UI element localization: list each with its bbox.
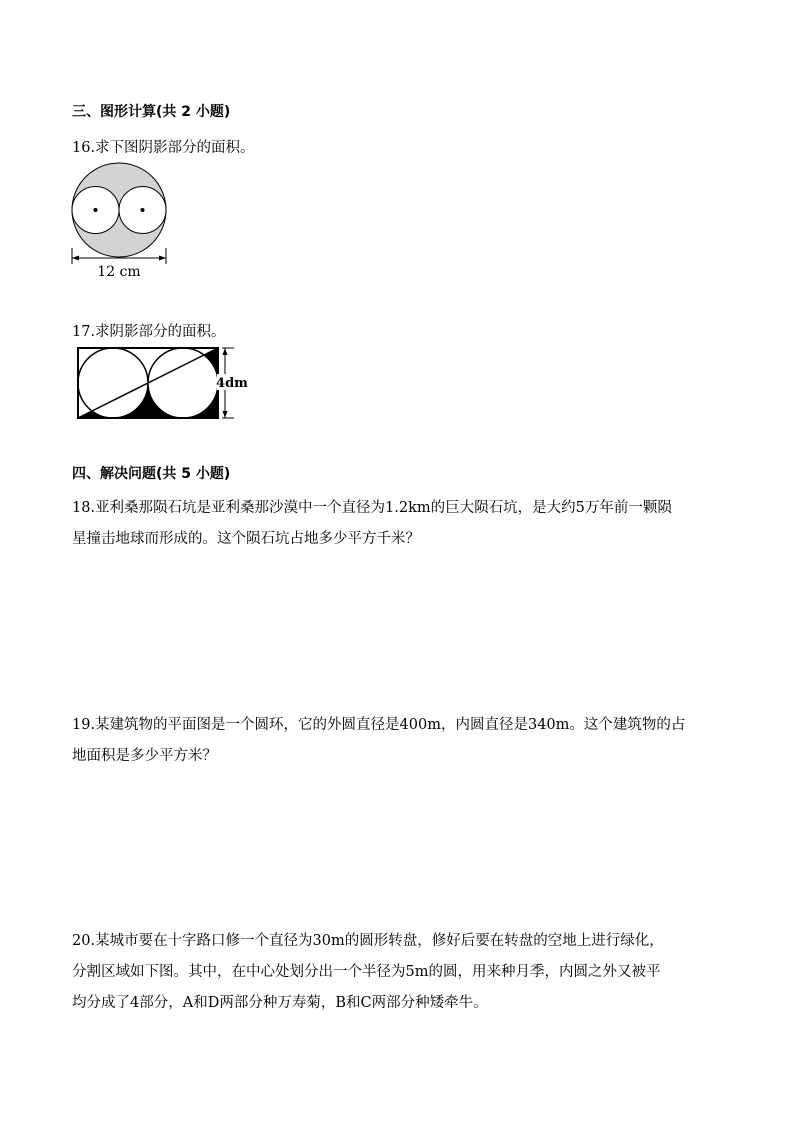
dim-label: 4dm: [216, 376, 248, 391]
question-20-line-1: 20.某城市要在十字路口修一个直径为30m的圆形转盘，修好后要在转盘的空地上进行绿化，: [72, 933, 664, 949]
question-18: [72, 493, 672, 555]
dimension-label: 12 cm: [97, 264, 141, 280]
dimension-arrow-left: [72, 256, 79, 261]
question-20: [72, 926, 664, 1019]
question-18-line-1: 18.亚利桑那陨石坑是亚利桑那沙漠中一个直径为1.2km的巨大陨石坑，是大约5万年前一颗陨: [72, 500, 672, 516]
section-3-heading: 三、图形计算(共 2 小题): [72, 104, 231, 120]
question-19-line-2: 地面积是多少平方米？: [72, 748, 217, 764]
question-19-line-1: 19.某建筑物的平面图是一个圆环，它的外圆直径是400m，内圆直径是340m。这个建筑物的占: [72, 717, 686, 733]
question-17-figure: [74, 344, 254, 422]
question-17-text: 17.求阴影部分的面积。: [72, 324, 226, 340]
question-20-line-2: 分割区域如下图。其中，在中心处划分出一个半径为5m的圆，用来种月季，内圆之外又被平: [72, 964, 661, 980]
question-18-line-2: 星撞击地球而形成的。这个陨石坑占地多少平方千米？: [72, 531, 420, 547]
question-16-figure: [68, 160, 172, 284]
center-dot-left: [94, 208, 98, 212]
question-19: [72, 710, 685, 772]
center-dot-right: [141, 208, 145, 212]
section-4-heading: 四、解决问题(共 5 小题): [72, 466, 231, 482]
dimension-arrow-right: [159, 256, 166, 261]
question-20-line-3: 均分成了4部分，A和D两部分种万寿菊，B和C两部分种矮牵牛。: [72, 995, 488, 1011]
question-16-text: 16.求下图阴影部分的面积。: [72, 140, 255, 156]
